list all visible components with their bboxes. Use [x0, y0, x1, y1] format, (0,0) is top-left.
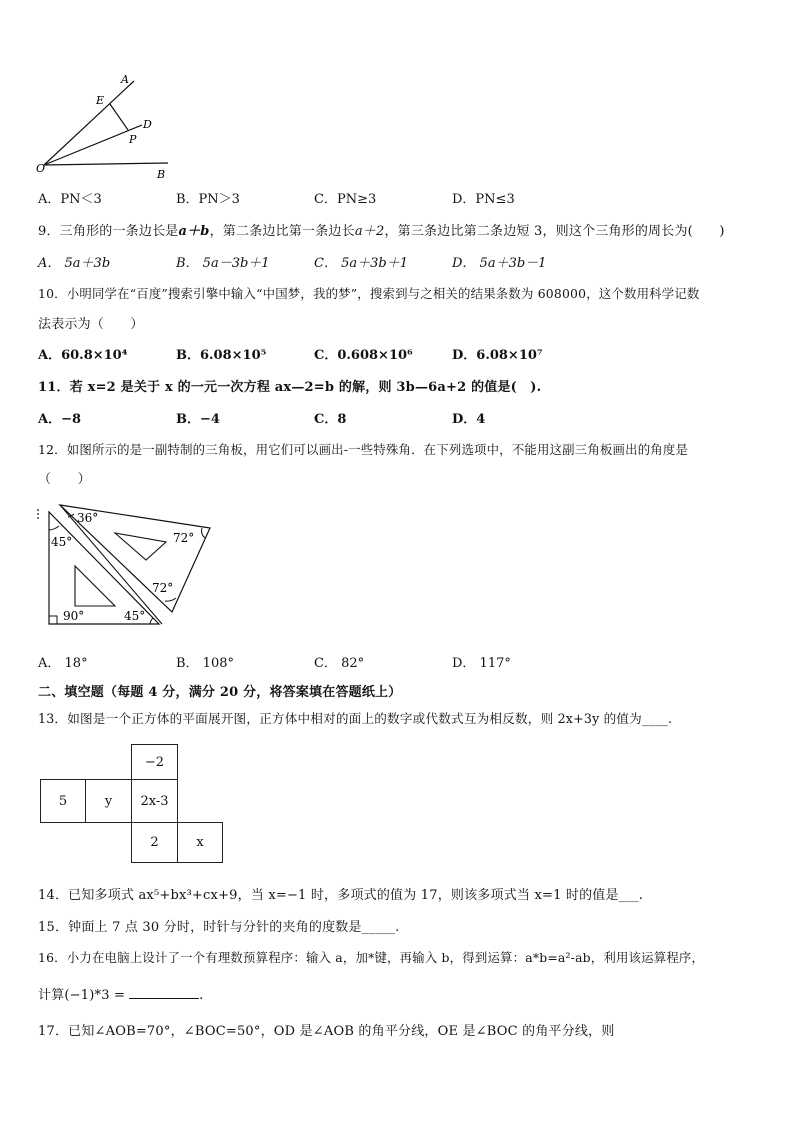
net-cell-bottom: 2: [131, 822, 178, 863]
q12-stem-line1: 12．如图所示的是一副特制的三角板，用它们可以画出-一些特殊角．在下列选项中，不能用这副三角板画出的角度是: [38, 442, 689, 457]
ray-oa: [44, 81, 134, 165]
q11-option-a[interactable]: A．−8: [38, 412, 82, 427]
q16-expression: 计算(−1)*3 =: [38, 988, 126, 1003]
q10-option-a[interactable]: A．60.8×10⁴: [38, 348, 128, 363]
label-d: D: [143, 118, 152, 131]
q16-answer-blank[interactable]: [129, 986, 199, 999]
label-a: A: [121, 73, 129, 86]
triangle-45-45-90: [49, 512, 159, 624]
arc-72-right: [202, 528, 205, 538]
q11-option-b[interactable]: B．−4: [176, 412, 220, 427]
q10-stem-line1: 10．小明同学在“百度”搜索引擎中输入“中国梦，我的梦”，搜索到与之相关的结果条数为 608000，这个数用科学记数: [38, 286, 700, 301]
q8-option-d[interactable]: D．PN≤3: [452, 192, 515, 207]
label-o: O: [36, 162, 46, 175]
arc-45-bottom: [150, 618, 153, 624]
q13-stem: 13．如图是一个正方体的平面展开图，正方体中相对的面上的数字或代数式互为相反数，则 2x+3y 的值为____.: [38, 711, 673, 726]
q10-stem-line2: 法表示为（ ）: [38, 317, 144, 332]
right-angle-mark: [49, 616, 57, 624]
q12-stem-line2: （ ）: [38, 472, 91, 487]
net-cell-top: −2: [131, 744, 178, 780]
net-cell-right: x: [177, 822, 223, 863]
section-2-heading: 二、填空题（每题 4 分，满分 20 分，将答案填在答题纸上）: [38, 685, 402, 700]
q9-option-c[interactable]: C． 5a＋3b＋1: [314, 256, 408, 271]
q9-expr2: a＋2: [354, 224, 385, 239]
net-cell-left2: y: [85, 779, 132, 823]
q9-stem-b: ，第二条边比第一条边长: [209, 224, 355, 239]
q9-stem: [38, 220, 725, 239]
net-cell-center: 2x-3: [131, 779, 178, 823]
q10-option-d[interactable]: D．6.08×10⁷: [452, 348, 543, 363]
q16-stem-line2: [38, 984, 203, 1003]
angle-label-45-top: 45°: [51, 535, 73, 549]
q9-option-a[interactable]: A． 5a＋3b: [38, 256, 111, 271]
ray-od: [44, 125, 142, 165]
q16-period: .: [199, 988, 204, 1003]
q16-stem-line1: 16．小力在电脑上设计了一个有理数预算程序：输入 a，加*键，再输入 b，得到运算：a*b=a²-ab，利用该运算程序，: [38, 950, 705, 965]
q9-stem-a: 9．三角形的一条边长是: [38, 224, 179, 239]
ray-ob: [44, 163, 168, 165]
q9-expr: a＋b: [178, 224, 210, 239]
q15-stem: 15．钟面上 7 点 30 分时，时针与分针的夹角的度数是_____.: [38, 920, 400, 935]
triangle-72-inner-cutout: [115, 533, 166, 560]
label-p: P: [129, 133, 137, 146]
q14-stem: 14．已知多项式 ax⁵+bx³+cx+9，当 x=−1 时，多项式的值为 17，则该多项式当 x=1 时的值是___.: [38, 888, 644, 903]
q8-option-a[interactable]: A．PN＜3: [38, 192, 102, 207]
net-cell-left1: 5: [40, 779, 86, 823]
q12-option-a[interactable]: A． 18°: [38, 656, 88, 671]
q8-option-b[interactable]: B．PN＞3: [176, 192, 240, 207]
q17-stem: 17．已知∠AOB=70°，∠BOC=50°，OD 是∠AOB 的角平分线，OE 是∠BOC 的角平分线，则: [38, 1024, 615, 1039]
triangle-45-inner-cutout: [75, 566, 115, 606]
q11-stem: 11．若 x=2 是关于 x 的一元一次方程 ax—2=b 的解，则 3b—6a+2 的值是( ).: [38, 380, 542, 395]
q11-option-c[interactable]: C．8: [314, 412, 347, 427]
q12-option-c[interactable]: C． 82°: [314, 656, 365, 671]
q8-option-c[interactable]: C．PN≥3: [314, 192, 377, 207]
segment-pe: [110, 104, 128, 130]
q12-option-b[interactable]: B． 108°: [176, 656, 234, 671]
q10-option-b[interactable]: B．6.08×10⁵: [176, 348, 267, 363]
triangle-set-figure: [32, 500, 217, 630]
q9-option-d[interactable]: D． 5a＋3b－1: [452, 256, 547, 271]
arc-45-top: [49, 526, 59, 530]
q9-stem-c: ，第三条边比第二条边短 3，则这个三角形的周长为( ): [384, 224, 725, 239]
q9-option-b[interactable]: B． 5a－3b＋1: [176, 256, 270, 271]
q11-option-d[interactable]: D．4: [452, 412, 486, 427]
angle-label-45-bottom: 45°: [124, 609, 146, 623]
angle-label-72-right: 72°: [173, 531, 195, 545]
angle-label-36: 36°: [77, 511, 99, 525]
q12-option-d[interactable]: D． 117°: [452, 656, 511, 671]
q10-option-c[interactable]: C．0.608×10⁶: [314, 348, 413, 363]
label-b: B: [157, 168, 166, 181]
arc-72-bottom: [165, 598, 176, 601]
angle-figure-q8: [30, 70, 180, 182]
angle-label-90: 90°: [63, 609, 85, 623]
label-e: E: [96, 94, 105, 107]
angle-label-72-bottom: 72°: [152, 581, 174, 595]
